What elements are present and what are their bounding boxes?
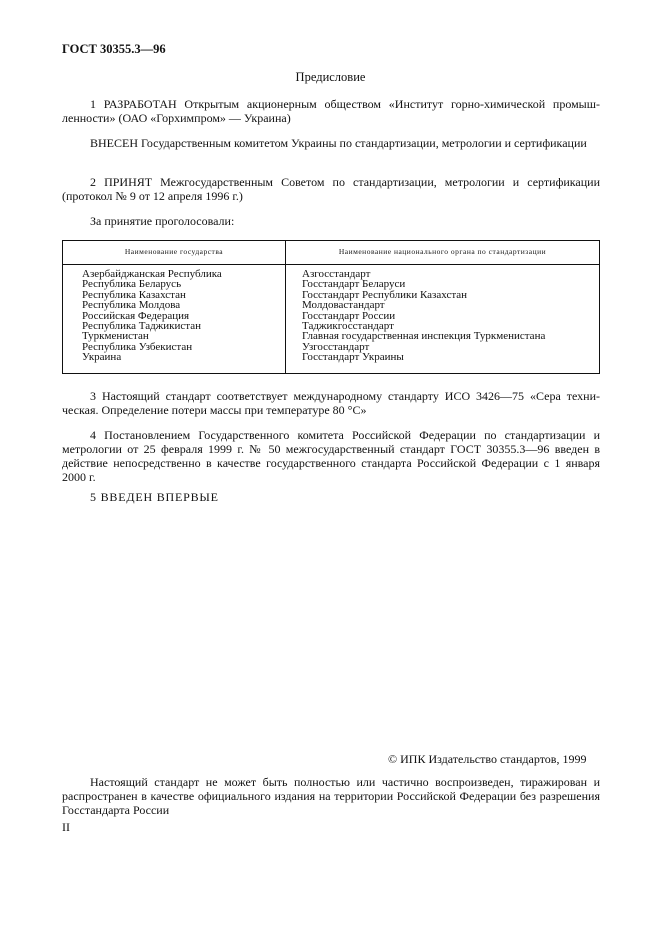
table-header-state: Наименование государства xyxy=(63,241,286,265)
reproduction-notice: Настоящий стандарт не может быть полностью или частично воспроизведен, тиражирован и распространен в качестве официального издания на территории Российской Федерации без разрешения Госстандарта России xyxy=(62,775,600,817)
national-body-name: Госстандарт Украины xyxy=(302,351,404,364)
national-body-name: Главная государственная инспекция Туркменистана xyxy=(302,330,546,343)
bodies-column xyxy=(286,265,600,374)
voting-states-table xyxy=(62,240,600,374)
state-name: Российская Федерация xyxy=(82,309,190,322)
national-body-name: Госстандарт России xyxy=(302,309,396,322)
state-name: Республика Молдова xyxy=(82,299,181,312)
page-number: II xyxy=(62,820,70,834)
paragraph-1-developed: 1 РАЗРАБОТАН Открытым акционерным обществом «Институт горно-химической промышленности» (ОАО «Горхимпром» — Украина) xyxy=(62,97,600,125)
state-name: Республика Казахстан xyxy=(82,288,186,301)
paragraph-2-adopted: 2 ПРИНЯТ Межгосударственным Советом по стандартизации, метрологии и сертификации (протокол № 9 от 12 апреля 1996 г.) xyxy=(62,175,600,203)
standard-code: ГОСТ 30355.3—96 xyxy=(62,42,166,56)
states-column xyxy=(63,265,286,374)
state-name: Украина xyxy=(82,351,122,364)
national-body-name: Таджикгосстандарт xyxy=(302,320,394,333)
paragraph-3-iso-correspondence: 3 Настоящий стандарт соответствует международному стандарту ИСО 3426—75 «Сера техническая. Определение потери массы при температуре 80 °С» xyxy=(62,389,600,417)
national-body-name: Госстандарт Беларуси xyxy=(302,278,406,291)
national-body-name: Узгосстандарт xyxy=(302,340,370,353)
state-name: Азербайджанская Республика xyxy=(82,268,222,280)
paragraph-5-first-introduced: 5 ВВЕДЕН ВПЕРВЫЕ xyxy=(90,490,219,504)
state-name: Республика Беларусь xyxy=(82,278,182,291)
state-name: Туркменистан xyxy=(82,330,149,343)
national-body-name: Госстандарт Республики Казахстан xyxy=(302,288,468,301)
preface-title: Предисловие xyxy=(295,70,366,84)
table-header-row xyxy=(63,241,600,265)
table-header-national-body: Наименование национального органа по стандартизации xyxy=(286,241,600,265)
national-body-name: Азгосстандарт xyxy=(302,268,371,280)
voted-label: За принятие проголосовали: xyxy=(90,214,235,228)
table-row xyxy=(63,265,600,374)
state-name: Республика Узбекистан xyxy=(82,340,193,353)
national-body-name: Молдовастандарт xyxy=(302,299,385,312)
paragraph-introduced: ВНЕСЕН Государственным комитетом Украины по стандартизации, метрологии и сертификации xyxy=(90,136,587,150)
copyright-notice: © ИПК Издательство стандартов, 1999 xyxy=(388,752,587,766)
paragraph-4-decree: 4 Постановлением Государственного комитета Российской Федерации по стандартизации и метрологии от 25 февраля 1999 г. № 50 межгосударственный стандарт ГОСТ 30355.3—96 введен в действие непосредственно в качестве государственного стандарта Российской Федерации с 1 января 2000 г. xyxy=(62,428,600,484)
state-name: Республика Таджикистан xyxy=(82,320,201,333)
